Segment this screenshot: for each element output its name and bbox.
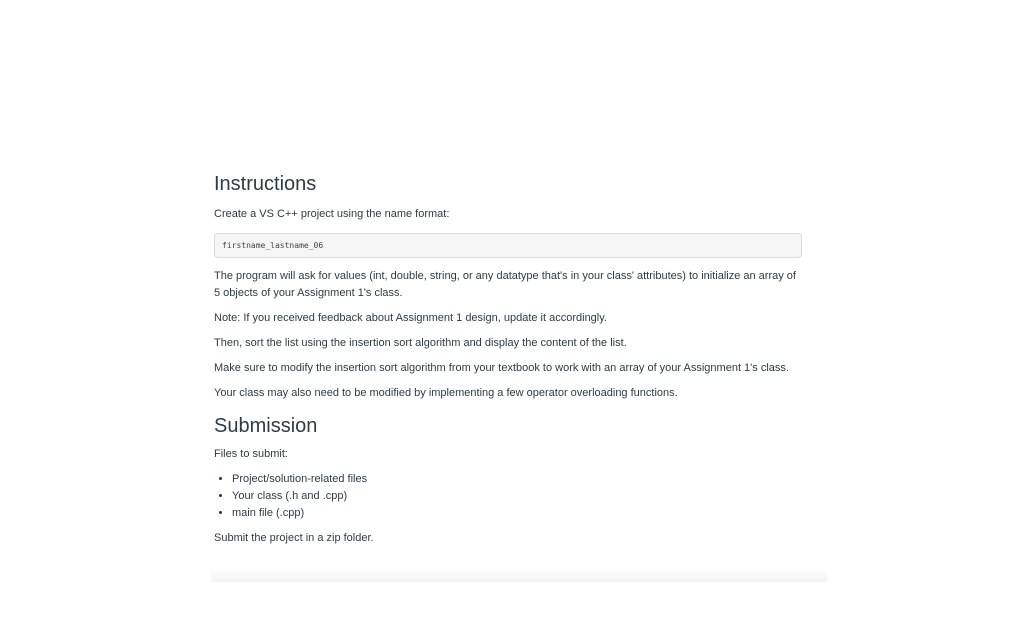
list-item: • main file (.cpp)	[232, 505, 802, 522]
assignment-content	[214, 172, 802, 555]
instruction-paragraph: Then, sort the list using the insertion sort algorithm and display the content of the list.	[214, 337, 627, 349]
content-bottom-fade	[211, 568, 827, 582]
instruction-paragraph: The program will ask for values (int, double, string, or any datatype that's in your class' attributes) to initialize an array of 5 objects of your Assignment 1's class.	[214, 270, 796, 299]
instruction-paragraph: Make sure to modify the insertion sort algorithm from your textbook to work with an array of your Assignment 1's class.	[214, 362, 789, 374]
feedback-note: Note: If you received feedback about Assignment 1 design, update it accordingly.	[214, 312, 607, 324]
files-to-submit-label: Files to submit:	[214, 448, 288, 460]
submission-heading: Submission	[214, 415, 318, 437]
files-list	[214, 471, 802, 522]
list-item: • Project/solution-related files	[232, 471, 802, 488]
list-item: • Your class (.h and .cpp)	[232, 488, 802, 505]
instruction-paragraph: Your class may also need to be modified by implementing a few operator overloading functions.	[214, 387, 678, 399]
instructions-heading: Instructions	[214, 173, 317, 195]
project-name-code-block[interactable]: firstname_lastname_06	[214, 233, 802, 258]
project-name-intro: Create a VS C++ project using the name format:	[214, 208, 450, 220]
submission-closing: Submit the project in a zip folder.	[214, 532, 374, 544]
